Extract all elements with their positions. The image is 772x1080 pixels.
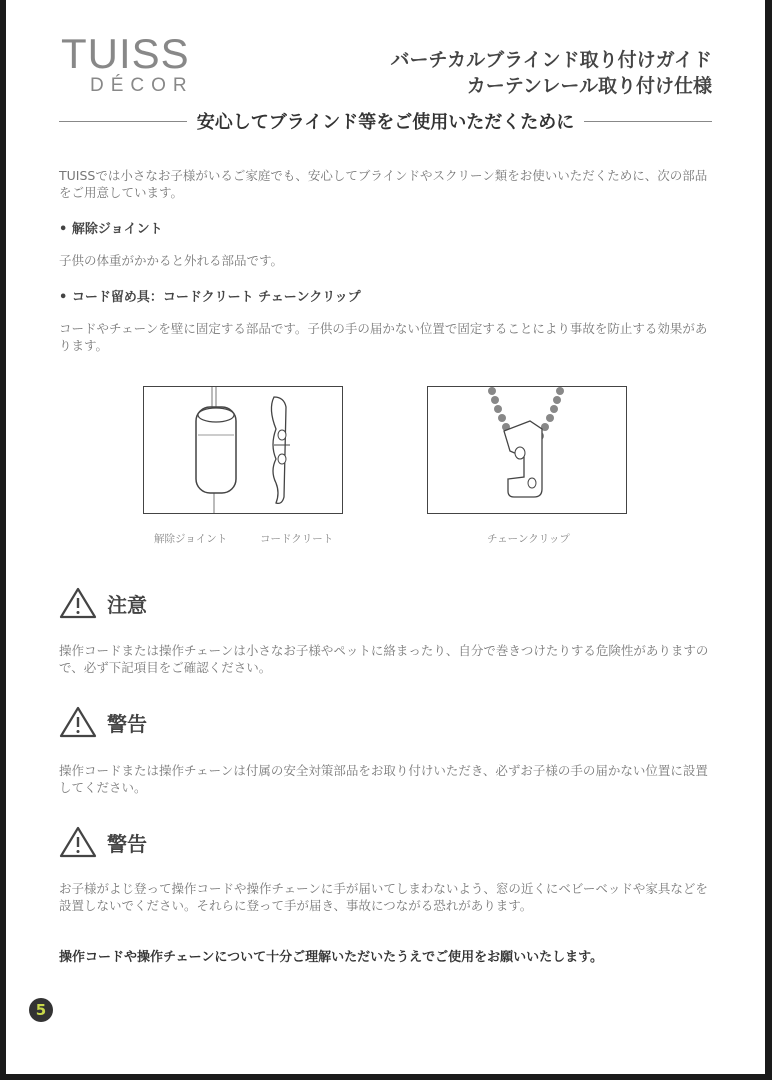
logo-sub-text: DÉCOR <box>90 75 194 96</box>
joint-cleat-illustration <box>143 386 343 514</box>
caution-heading <box>59 587 147 619</box>
warning-triangle-icon <box>59 826 97 858</box>
item-cleat-description: コードやチェーンを壁に固定する部品です。子供の手の届かない位置で固定することにより事故を防止する効果があります。 <box>59 321 708 353</box>
document-page <box>6 0 765 1074</box>
section-heading-text: 安心してブラインド等をご使用いただくために <box>196 112 575 133</box>
page-number-badge: 5 <box>29 998 53 1022</box>
caption-cleat: コードクリート <box>260 533 334 545</box>
closing-statement: 操作コードや操作チェーンについて十分ご理解いただいたうえでご使用をお願いいたします。 <box>59 950 604 965</box>
warning-title-1: 警告 <box>107 711 147 736</box>
document-title <box>391 47 712 99</box>
logo-main-text: TUISS <box>61 30 190 77</box>
intro-paragraph: TUISSでは小さなお子様がいるご家庭でも、安心してブラインドやスクリーン類をお使いいただくために、次の部品をご用意しています。 <box>59 168 708 200</box>
warning-text-2: お子様がよじ登って操作コードや操作チェーンに手が届いてしまわないよう、窓の近くにベビーベッドや家具などを設置しないでください。それらに登って手が届き、事故につながる恐れがあります。 <box>59 881 708 913</box>
caption-joint: 解除ジョイント <box>154 533 228 545</box>
heading-rule-right <box>584 121 712 122</box>
item-joint-heading: • 解除ジョイント <box>59 222 163 237</box>
heading-rule-left <box>59 121 187 122</box>
warning-title-2: 警告 <box>107 831 147 856</box>
warning-heading-1 <box>59 706 147 738</box>
joint-and-cleat-image <box>144 387 342 513</box>
title-line-2: カーテンレール取り付け仕様 <box>466 75 712 97</box>
warning-heading-2 <box>59 826 147 858</box>
item-cleat-heading: • コード留め具：コードクリート チェーンクリップ <box>59 290 361 305</box>
caution-text: 操作コードまたは操作チェーンは小さなお子様やペットに絡まったり、自分で巻きつけたりする危険性がありますので、必ず下記項目をご確認ください。 <box>59 643 709 675</box>
caption-chain-clip: チェーンクリップ <box>487 533 570 545</box>
warning-text-1: 操作コードまたは操作チェーンは付属の安全対策部品をお取り付けいただき、必ずお子様の手の届かない位置に設置してください。 <box>59 763 708 795</box>
item-joint-description: 子供の体重がかかると外れる部品です。 <box>59 253 284 268</box>
tuiss-decor-logo <box>61 30 221 98</box>
section-heading <box>59 108 712 134</box>
chain-clip-image <box>428 387 626 513</box>
title-line-1: バーチカルブラインド取り付けガイド <box>390 49 712 71</box>
chain-clip-illustration <box>427 386 627 514</box>
caution-title: 注意 <box>107 592 147 617</box>
warning-triangle-icon <box>59 587 97 619</box>
warning-triangle-icon <box>59 706 97 738</box>
